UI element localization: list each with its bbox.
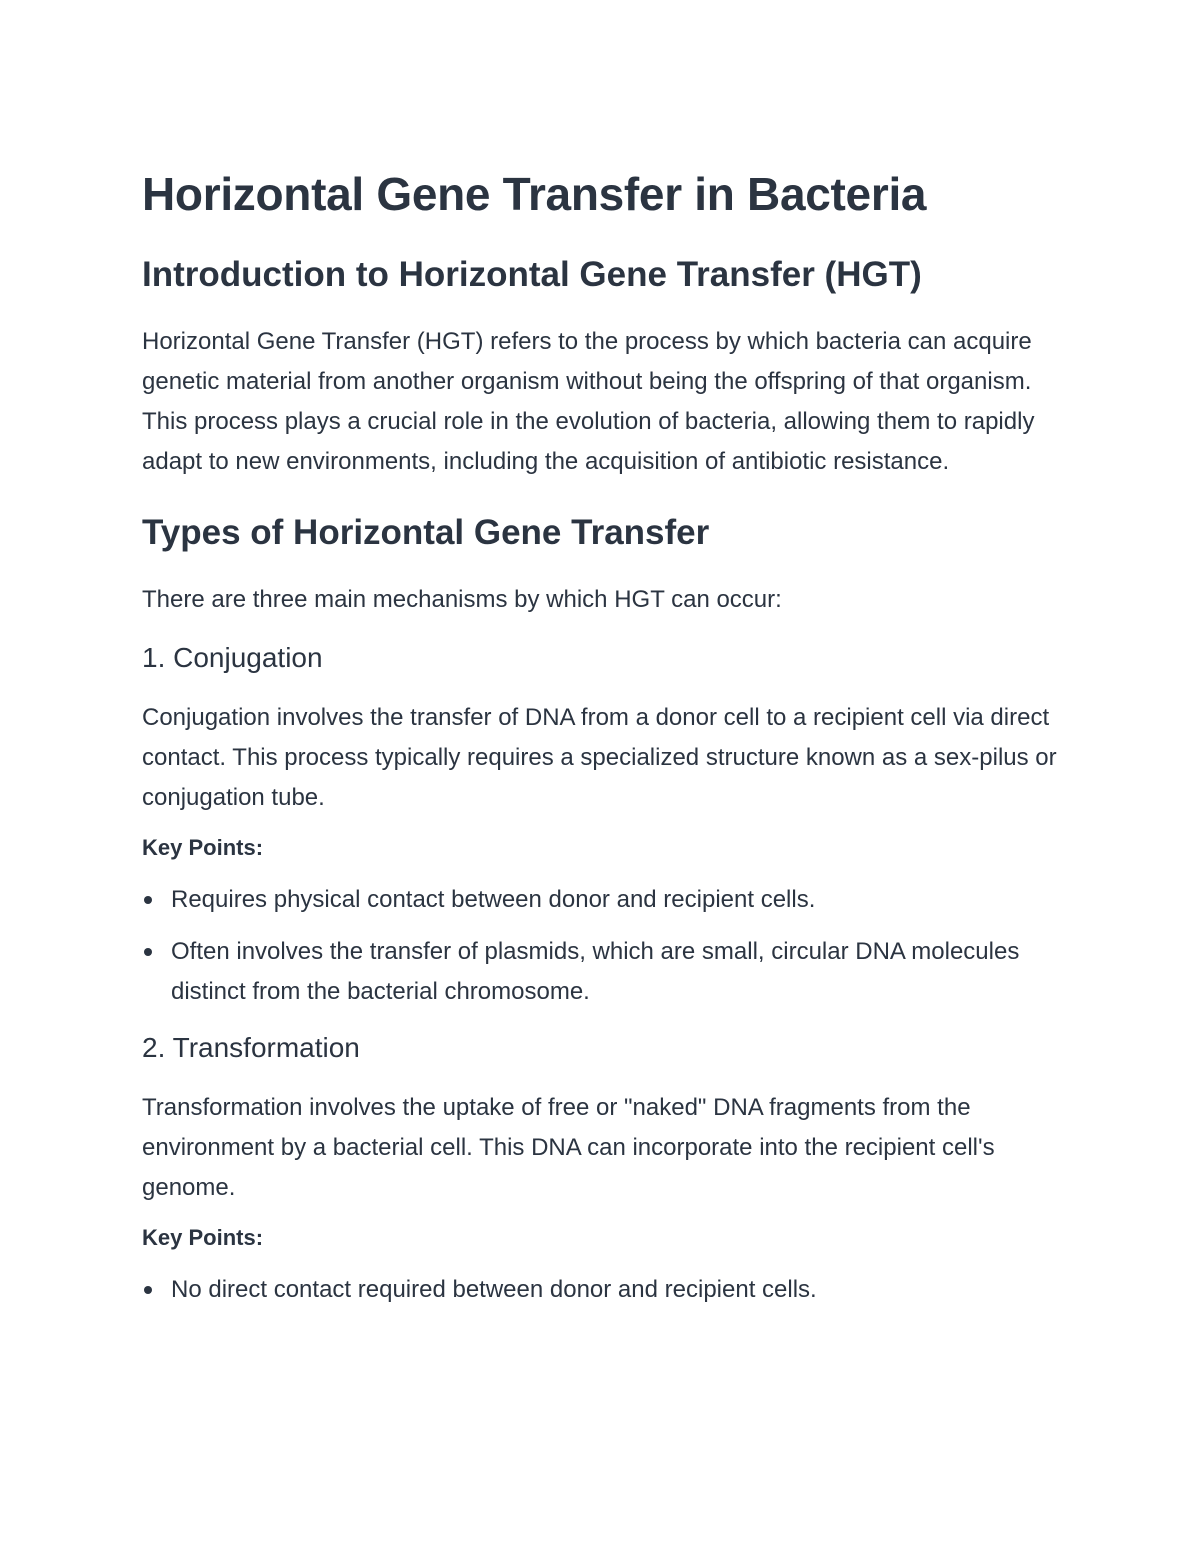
list-item-text: No direct contact required between donor and recipient cells. xyxy=(171,1276,817,1303)
list-item xyxy=(142,932,1072,1012)
list-item xyxy=(142,880,1072,920)
bullet-icon xyxy=(144,948,152,956)
document-page xyxy=(142,160,1072,1310)
key-points-list-transformation xyxy=(142,1270,1072,1310)
paragraph-introduction: Horizontal Gene Transfer (HGT) refers to the process by which bacteria can acquire genetic material from another organism without being the offspring of that organism. This process plays a crucial role in the evolution of bacteria, allowing them to rapidly adapt to new environments, including the acquisition of antibiotic resistance. xyxy=(142,328,1035,475)
bullet-icon xyxy=(144,896,152,904)
key-points-list-conjugation xyxy=(142,880,1072,1012)
bullet-icon xyxy=(144,1286,152,1294)
list-item-text: Requires physical contact between donor and recipient cells. xyxy=(171,886,816,913)
section-heading-introduction: Introduction to Horizontal Gene Transfer (HGT) xyxy=(142,255,922,294)
paragraph-types: There are three main mechanisms by which HGT can occur: xyxy=(142,586,782,613)
subsection-heading-transformation: 2. Transformation xyxy=(142,1032,360,1063)
page-title: Horizontal Gene Transfer in Bacteria xyxy=(142,168,927,220)
paragraph-conjugation: Conjugation involves the transfer of DNA from a donor cell to a recipient cell via direct contact. This process typically requires a specialized structure known as a sex-pilus or conjugation tube. xyxy=(142,704,1057,811)
key-points-label: Key Points: xyxy=(142,835,264,860)
list-item-text: Often involves the transfer of plasmids, which are small, circular DNA molecules distinct from the bacterial chromosome. xyxy=(171,938,1020,1005)
section-heading-types: Types of Horizontal Gene Transfer xyxy=(142,513,710,552)
subsection-heading-conjugation: 1. Conjugation xyxy=(142,642,323,673)
list-item xyxy=(142,1270,1072,1310)
key-points-label: Key Points: xyxy=(142,1225,264,1250)
paragraph-transformation: Transformation involves the uptake of free or "naked" DNA fragments from the environment by a bacterial cell. This DNA can incorporate into the recipient cell's genome. xyxy=(142,1094,995,1201)
